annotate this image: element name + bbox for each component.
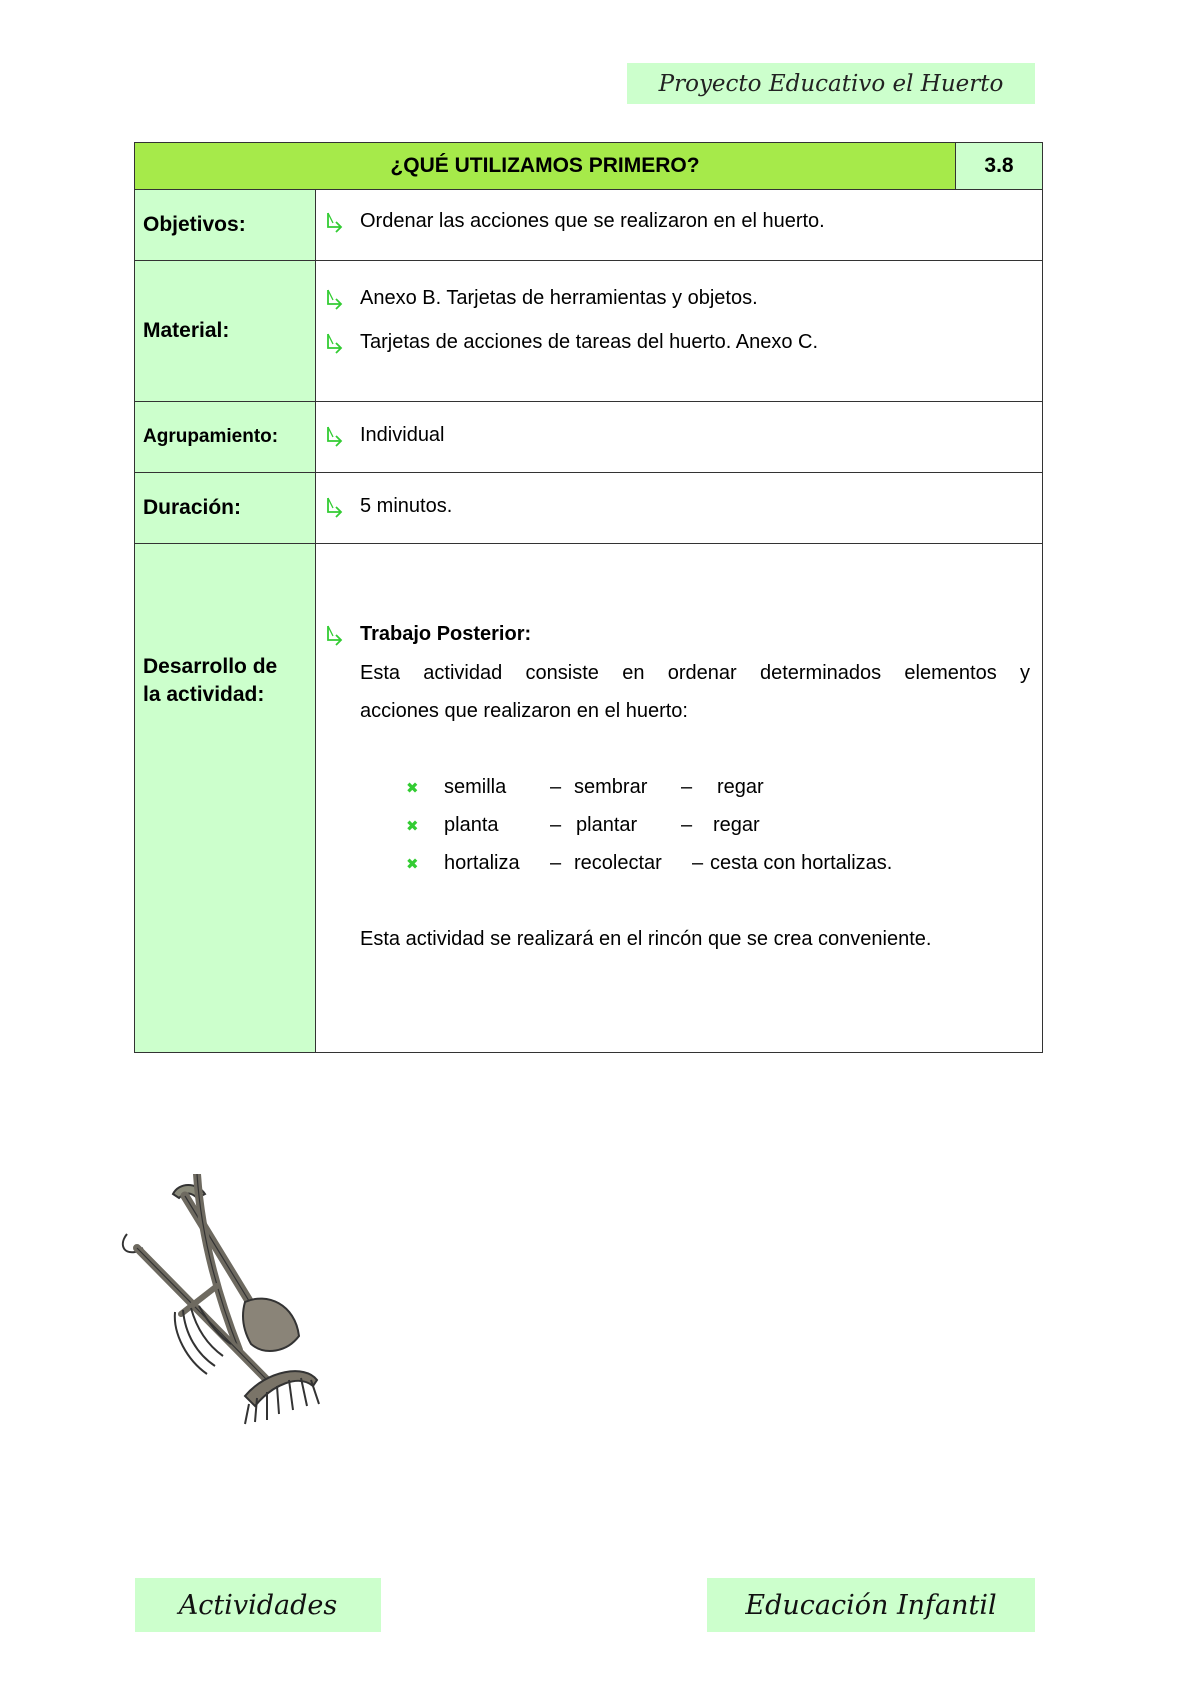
desarrollo-paragraph-line-2: acciones que realizaron en el huerto:	[360, 700, 688, 722]
desarrollo-label-cell	[134, 544, 315, 1053]
footer-left-label: Actividades	[135, 1578, 381, 1632]
desarrollo-closing: Esta actividad se realizará en el rincón que se crea conveniente.	[360, 928, 932, 950]
duracion-item: 5 minutos.	[324, 495, 452, 518]
material-item: Tarjetas de acciones de tareas del huerto. Anexo C.	[324, 331, 818, 354]
arrow-bullet-icon	[324, 288, 346, 310]
arrow-bullet-icon	[324, 496, 346, 518]
desarrollo-paragraph-line-1: Esta actividad consiste en ordenar determinados elementos y	[360, 662, 1030, 684]
cross-bullet-icon: ✖	[406, 855, 419, 873]
list-item: ✖ planta – plantar – regar	[406, 814, 760, 836]
arrow-bullet-icon	[324, 332, 346, 354]
activity-number: 3.8	[956, 142, 1043, 190]
duracion-value	[315, 473, 1043, 544]
cross-bullet-icon: ✖	[406, 779, 419, 797]
objetivos-value	[315, 190, 1043, 261]
activity-card	[134, 142, 1043, 1053]
arrow-bullet-icon	[324, 211, 346, 233]
desarrollo-value	[315, 544, 1043, 1053]
objetivos-label: Objetivos:	[134, 190, 315, 261]
agrupamiento-label: Agrupamiento:	[134, 402, 315, 473]
garden-tools-icon	[117, 1174, 333, 1444]
desarrollo-heading: Trabajo Posterior:	[324, 623, 531, 646]
activity-title: ¿QUÉ UTILIZAMOS PRIMERO?	[134, 142, 956, 190]
agrupamiento-item: Individual	[324, 424, 445, 447]
cross-bullet-icon: ✖	[406, 817, 419, 835]
material-label: Material:	[134, 261, 315, 402]
material-item: Anexo B. Tarjetas de herramientas y objetos.	[324, 287, 758, 310]
agrupamiento-value	[315, 402, 1043, 473]
arrow-bullet-icon	[324, 425, 346, 447]
arrow-bullet-icon	[324, 624, 346, 646]
list-item: ✖ hortaliza – recolectar – cesta con hortalizas.	[406, 852, 893, 874]
material-value	[315, 261, 1043, 402]
desarrollo-label: Desarrollo de la actividad:	[143, 655, 278, 706]
objetivos-item: Ordenar las acciones que se realizaron en el huerto.	[324, 210, 825, 233]
footer-right-label: Educación Infantil	[707, 1578, 1035, 1632]
list-item: ✖ semilla – sembrar – regar	[406, 776, 764, 798]
duracion-label: Duración:	[134, 473, 315, 544]
header-project-title: Proyecto Educativo el Huerto	[627, 63, 1035, 104]
